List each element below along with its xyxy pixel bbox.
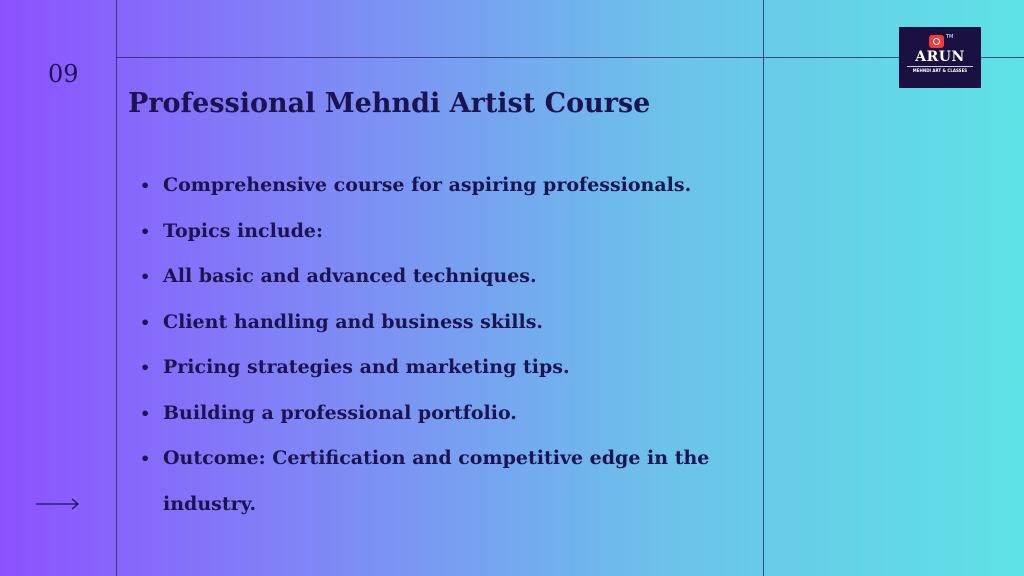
bullet-text: Building a professional portfolio. (163, 401, 517, 424)
right-vertical-divider (763, 0, 764, 576)
bullet-text: Comprehensive course for aspiring professionals. (163, 174, 692, 196)
trademark-mark: TM (946, 34, 954, 40)
logo-tagline: MEHNDI ART & CLASSES (912, 68, 968, 73)
page-number: 09 (48, 60, 79, 88)
bullet-item (140, 163, 740, 209)
bullet-text: Pricing strategies and marketing tips. (163, 356, 570, 378)
bullet-list (140, 163, 740, 527)
bullet-item (140, 254, 740, 300)
bullet-dot-icon: • (140, 403, 151, 423)
bullet-dot-icon: • (140, 221, 151, 241)
bullet-dot-icon: • (140, 312, 151, 332)
logo-brand-name: ARUN (915, 49, 965, 65)
bullet-dot-icon: • (140, 449, 151, 468)
logo-a-ring-icon (933, 38, 940, 45)
top-horizontal-divider (116, 57, 1024, 58)
bullet-dot-icon: • (140, 358, 151, 377)
bullet-text: Topics include: (163, 219, 324, 242)
bullet-text: Outcome: Certification and competitive edge in the industry. (163, 447, 710, 515)
bullet-item (140, 209, 740, 255)
brand-logo (899, 27, 981, 88)
bullet-item (140, 436, 740, 527)
bullet-dot-icon: • (140, 267, 151, 286)
bullet-dot-icon: • (140, 176, 151, 195)
left-vertical-divider (116, 0, 117, 576)
bullet-item (140, 391, 740, 437)
slide-title: Professional Mehndi Artist Course (128, 88, 651, 119)
bullet-text: Client handling and business skills. (163, 310, 543, 333)
logo-divider (907, 66, 973, 67)
bullet-item (140, 300, 740, 346)
bullet-item (140, 345, 740, 391)
arrow-right-icon[interactable] (36, 494, 80, 514)
bullet-text: All basic and advanced techniques. (163, 265, 537, 287)
